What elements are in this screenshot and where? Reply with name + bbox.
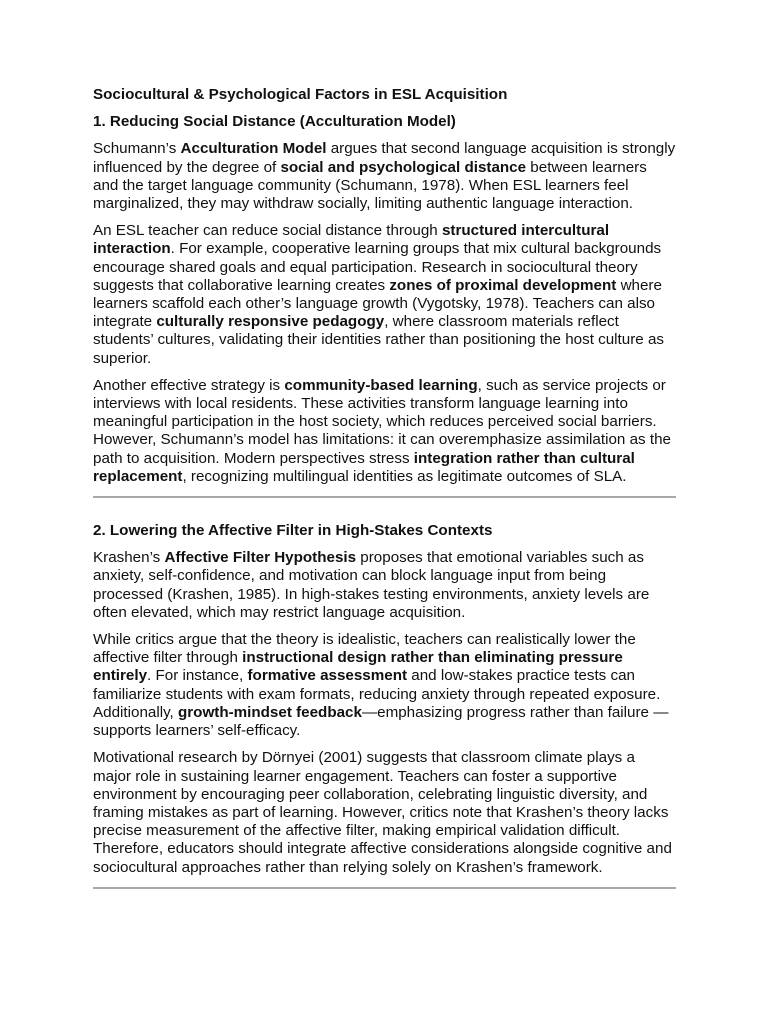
text-run: Krashen’s (93, 549, 165, 567)
text-run: , recognizing multilingual identities as legitimate outcomes of SLA. (182, 467, 627, 485)
text-run: . For example, cooperative learning groups that mix cultural backgrounds encourage shared goals and equal participation. Research in sociocultural theory suggests that collaborative learning creates (93, 240, 662, 294)
text-run: argues that second language acquisition is strongly influenced by the degree of (93, 140, 676, 176)
bold-term: integration rather than cultural replacement (93, 449, 635, 485)
document-sections (93, 113, 676, 889)
body-paragraph (93, 749, 676, 876)
bold-term: culturally responsive pedagogy (156, 313, 385, 331)
section-divider (93, 887, 676, 889)
text-run: Another effective strategy is (93, 376, 285, 394)
bold-term: growth-mindset feedback (177, 703, 362, 721)
text-run: where learners scaffold each other’s language growth (Vygotsky, 1978). Teachers can also integrate (93, 276, 662, 331)
text-run: proposes that emotional variables such as anxiety, self-confidence, and motivation can block language input from being processed (Krashen, 1985). In high-stakes testing environments, anxiety levels are often elevated, which may restrict language acquisition. (93, 549, 650, 621)
body-paragraph (93, 140, 676, 213)
body-paragraph (93, 549, 676, 622)
bold-term: Acculturation Model (180, 140, 327, 158)
document-page (93, 86, 676, 889)
bold-term: instructional design rather than eliminating pressure entirely (93, 649, 623, 685)
text-run: . For instance, (147, 667, 248, 685)
text-run: While critics argue that the theory is idealistic, teachers can realistically lower the affective filter through (93, 631, 636, 667)
bold-term: structured intercultural interaction (93, 222, 610, 258)
document-title: Sociocultural & Psychological Factors in ESL Acquisition (93, 86, 508, 103)
text-run: An ESL teacher can reduce social distance through (93, 222, 442, 240)
text-run: and low-stakes practice tests can familiarize students with exam formats, reducing anxiety through repeated exposure. Additionally, (93, 667, 661, 721)
body-paragraph (93, 222, 676, 368)
bold-term: formative assessment (247, 667, 408, 685)
text-run: , such as service projects or interviews with local residents. These activities transform language learning into meaningful participation in the host society, which reduces perceived social barriers. However, Schumann’s model has limitations: it can overemphasize assimilation as the path to acquisition. Modern perspectives stress (93, 376, 671, 467)
text-run: between learners and the target language community (Schumann, 1978). When ESL learners feel marginalized, they may withdraw socially, limiting authentic language interaction. (93, 158, 647, 213)
text-run: Schumann’s (93, 140, 181, 158)
bold-term: zones of proximal development (389, 276, 617, 294)
bold-term: community-based learning (284, 376, 478, 394)
text-run: Motivational research by Dörnyei (2001) suggests that classroom climate plays a major role in sustaining learner engagement. Teachers can foster a supportive environment by encouraging peer collaboration, celebrating linguistic diversity, and framing mistakes as part of learning. However, critics note that Krashen’s theory lacks precise measurement of the affective filter, making empirical validation difficult. Therefore, educators should integrate affective considerations alongside cognitive and sociocultural approaches rather than relying solely on Krashen’s framework. (93, 749, 672, 876)
text-run: —emphasizing progress rather than failure —supports learners’ self-efficacy. (93, 703, 669, 740)
section-heading: 1. Reducing Social Distance (Acculturation Model) (93, 113, 456, 131)
body-paragraph (93, 631, 676, 740)
bold-term: Affective Filter Hypothesis (164, 549, 357, 567)
text-run: , where classroom materials reflect students’ cultures, validating their identities rather than positioning the host culture as superior. (93, 313, 664, 367)
body-paragraph (93, 377, 676, 486)
bold-term: social and psychological distance (280, 158, 527, 176)
section-divider (93, 496, 676, 498)
section-heading: 2. Lowering the Affective Filter in High-Stakes Contexts (93, 522, 493, 540)
